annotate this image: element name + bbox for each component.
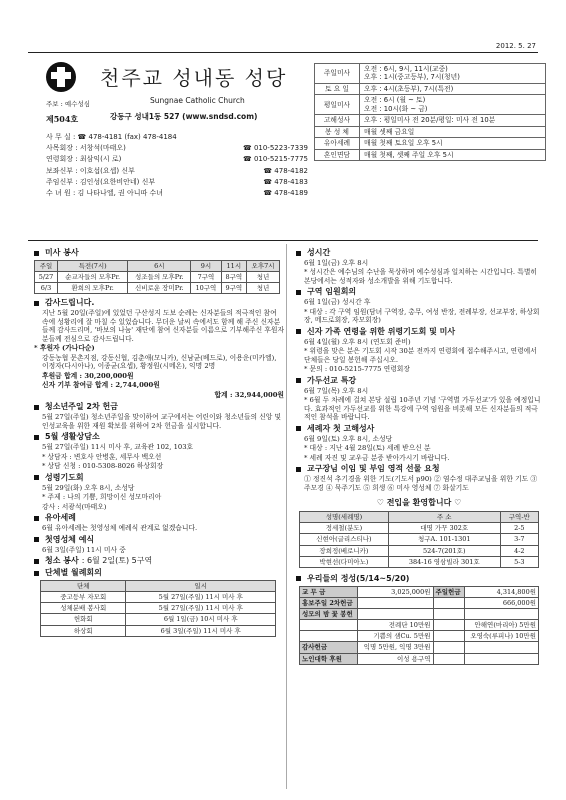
section-first-communion: 첫영성체 예식 (34, 535, 284, 545)
bullet-icon (34, 571, 39, 576)
finance-label (300, 631, 358, 642)
table-header-row (35, 261, 280, 272)
memorial-line: * 위령을 맞은 분은 기도회 시작 30분 전까지 연령회에 접수해주시고, 연령에서 단체들은 당일 봉헌해 주십시오. (304, 347, 537, 364)
table-header-cell: 11시 (221, 261, 246, 272)
contact-label: 사 무 실 : ☎ 478-4181 (fax) 478-4184 (46, 133, 177, 141)
table-cell: 5-3 (500, 556, 538, 567)
table-header-cell: 주일 (35, 261, 58, 272)
table-cell: 성조들의 모후Pr. (128, 272, 191, 283)
contact-label: 주임신부 : 김인성(요한비안네) 신부 (46, 177, 156, 186)
schedule-key: 혼인면담 (315, 149, 360, 160)
contact-row (46, 133, 308, 144)
confession-line: * 세례 자진 및 교우금 분증 받아가시기 바랍니다. (304, 453, 450, 462)
table-header-row (41, 581, 276, 592)
table-cell: 헌화회 (41, 614, 126, 625)
section-group-meeting: 단체별 월례회의 (34, 568, 284, 578)
bullet-icon (34, 301, 39, 306)
finance-label2 (433, 609, 465, 620)
contact-phone: ☎ 478-4183 (263, 177, 308, 186)
finance-label: 노인대학 후원 (300, 653, 358, 664)
contact-phone: ☎ 010-5223-7339 (243, 144, 308, 153)
table-cell: 6월 3일(주일) 11시 미사 후 (126, 625, 276, 636)
bullet-icon (34, 559, 39, 564)
table-cell: 384-16 영삼빌라 301호 (388, 556, 500, 567)
spirit-line: 5월 29일(화) 오후 8시, 소성당 (42, 483, 135, 492)
table-cell: 하상회 (41, 625, 126, 636)
right-column (296, 246, 542, 665)
table-cell: 순교자들의 모후Pr. (58, 272, 128, 283)
table-header-cell: 9시 (191, 261, 221, 272)
church-address: 강동구 성내1동 527 (www.sndsd.com) (110, 112, 258, 121)
finance-value2 (465, 609, 539, 620)
table-cell: 9구역 (221, 283, 246, 294)
schedule-row (315, 149, 546, 160)
schedule-row (315, 64, 546, 84)
schedule-line: 오전 : 6시, 9시, 11시(교중) (364, 65, 448, 73)
page-title: 천주교 성내동 성당 (100, 66, 288, 90)
bishop-line: ① 정진석 추기경을 위한 기도(기도서 p90) ② 염수정 대주교님을 위한 기도 ③ 주모경 ④ 묵주기도 ⑤ 희생 ⑥ 미사 영성체 ⑦ 화살기도 (304, 475, 538, 492)
schedule-line: 오전 : 6시 (월 ~ 토) (364, 96, 426, 105)
table-row (41, 625, 276, 636)
table-row (35, 272, 280, 283)
schedule-key: 주일미사 (315, 64, 360, 84)
table-cell: 2-5 (500, 523, 538, 534)
schedule-row (315, 95, 546, 115)
bullet-icon (296, 251, 301, 256)
finance-label: 감사헌금 (300, 642, 358, 653)
life-line: * 상담자 : 변호사 안병훈, 세무사 백오선 (42, 452, 162, 461)
left-column (34, 246, 284, 637)
section-mission: 가두선교 특강 (296, 376, 542, 386)
finance-value (358, 609, 433, 620)
life-line: * 상담 신청 : 010-5308-8026 하상회장 (42, 462, 164, 471)
infant-line: 6월 유아세례는 첫영성체 예례식 관계로 없겠습니다. (42, 524, 198, 533)
table-cell: 4-2 (500, 545, 538, 556)
youth-body: 5월 27일(주일) 청소년주일을 맞이하여 교구에서는 어린이와 청소년들의 신앙 및 인성교육을 위한 재원 확보를 위하여 2차 헌금을 실시합니다. (42, 413, 282, 430)
schedule-value (360, 95, 546, 115)
schedule-row (315, 83, 546, 94)
finance-label2 (433, 642, 465, 653)
schedule-key: 평일미사 (315, 95, 360, 115)
table-header-cell: 특전(7시) (58, 261, 128, 272)
finance-value: 3,025,000원 (358, 586, 433, 597)
section-district-meeting: 구역 임원회의 (296, 287, 542, 297)
section-divider (28, 240, 538, 241)
table-row (41, 603, 276, 614)
spirit-line: 강사 : 서광석(마태오) (42, 502, 107, 511)
finance-value2: 666,000원 (465, 597, 539, 608)
contact-row (46, 178, 308, 189)
holy-hour-line: 6월 1일(금) 오후 8시 (304, 259, 369, 267)
member-donation: 신자 기부 참여금 합계 : 2,744,000원 (42, 381, 160, 390)
finance-label (300, 620, 358, 631)
bullet-icon (34, 516, 39, 521)
finance-label: 홍보주일 2차헌금 (300, 597, 358, 608)
grand-total: 합계 : 32,944,000원 (214, 390, 284, 399)
contact-phone: ☎ 478-4189 (263, 188, 308, 197)
first-communion-line: 6월 3일(주일) 11시 미사 중 (42, 545, 126, 554)
finance-label2: 주일헌금 (433, 586, 465, 597)
holy-hour-line: * 성시간은 예수님의 수난을 묵상하며 예수성심과 일치하는 시간입니다. 특별히 본당에서는 성적자와 성소개발을 위해 기도합니다. (304, 268, 537, 285)
memorial-line: * 문의 : 010-5215-7775 연령회장 (304, 365, 410, 374)
table-cell: 5월 27일(주일) 11시 미사 후 (126, 592, 276, 603)
life-line: 5월 27일(주일) 11시 미사 후, 교육관 102, 103호 (42, 443, 194, 452)
table-row (300, 534, 539, 545)
welcome-table (299, 511, 539, 568)
contact-row (46, 144, 308, 155)
table-cell: 10구역 (191, 283, 221, 294)
mass-schedule-table (314, 63, 546, 161)
bullet-icon (34, 435, 39, 440)
table-header-row (300, 512, 539, 523)
welcome-title: ♡ 전입을 환영합니다 ♡ (376, 498, 462, 508)
finance-label2 (433, 653, 465, 664)
donation-total: 후원금 합계 : 30,200,000원 (42, 371, 134, 380)
section-bishop: 교구장님 이임 및 부임 영적 선물 요청 (296, 464, 542, 474)
table-header-cell: 일시 (126, 581, 276, 592)
finance-value: 기쁨의 샘Cu. 5만원 (358, 631, 433, 642)
mass-service-table (34, 260, 280, 294)
table-cell: 3-7 (500, 534, 538, 545)
district-line: * 대상 : 각 구역 임원(담녀 구역장, 총무, 여성 반장, 전례부장, 선교부장, 하상회장, 메드로회장, 자모회장) (304, 307, 540, 325)
finance-row (300, 597, 539, 608)
section-thanks: 감사드립니다. (34, 298, 284, 308)
section-cleaning: 청소 봉사 : 6월 2일(토) 5구역 (34, 556, 284, 566)
district-line: 6월 1일(금) 성시간 후 (304, 298, 371, 307)
schedule-line: 매월 첫째, 셋째 주일 오후 5시 (364, 150, 454, 159)
finance-row (300, 586, 539, 597)
contact-list (46, 133, 308, 200)
bullet-icon (296, 378, 301, 383)
table-cell: 8구역 (221, 272, 246, 283)
finance-value: 익명 5만원, 익명 3만원 (358, 642, 433, 653)
table-cell: 신현아(글리스티나) (300, 534, 389, 545)
schedule-line: 매월 첫째 토요일 오후 5시 (364, 139, 443, 148)
contact-label: 사목회장 : 서창석(마태오) (46, 144, 126, 153)
section-confession: 세례자 첫 고해성사 (296, 424, 542, 434)
schedule-value (360, 115, 546, 126)
finance-row (300, 642, 539, 653)
section-holy-hour: 성시간 (296, 248, 542, 258)
thanks-body: 지난 5월 20일(주일)에 있었던 구산성지 도보 순례는 신자분들의 적극적인 참여 속에 성황리에 잘 마칠 수 있었습니다. 무더운 날씨 속에서도 함께 해 주신 신자분들께 감사드리며, '바보의 나눔' 재단에 참여 신자분들 이름으로 기부해주신 후원자분들께 전심으로 감사드립니다. (42, 309, 285, 343)
table-cell: 대명 가꾸 302호 (388, 523, 500, 534)
section-youth: 청소년주일 2차 헌금 (34, 402, 284, 412)
contact-label: 보좌신부 : 이호섭(요셉) 신부 (46, 166, 135, 175)
schedule-line: 오전 : 10시(화 ~ 금) (364, 104, 428, 113)
table-row (35, 283, 280, 294)
issue-number: 제504호 (46, 114, 79, 124)
table-header-cell: 주 소 (388, 512, 500, 523)
confession-line: * 대상 : 지난 4월 28일(토) 세례 받으신 분 (304, 444, 431, 453)
bullet-icon (34, 475, 39, 480)
section-finance: 우리들의 정성(5/14~5/20) (296, 574, 542, 584)
confession-line: 6월 9일(토) 오후 8시, 소성당 (304, 434, 393, 443)
schedule-key: 고해성사 (315, 115, 360, 126)
contact-label: 연령회장 : 최삼익(시 로) (46, 155, 122, 164)
table-cell: 박현선(다미아노) (300, 556, 389, 567)
schedule-line: 오후 : 1시(중고등부), 7시(청년) (364, 73, 460, 82)
group-meeting-table (40, 580, 276, 637)
mission-line: 6월 7일(목) 오후 8시 (304, 386, 369, 395)
table-header-cell: 오후7시 (247, 261, 280, 272)
finance-value2: 안해연(마리아) 5만원 (465, 620, 539, 631)
table-cell: 7구역 (191, 272, 221, 283)
schedule-line: 오후 : 평일미사 전 20분/평일: 미사 전 10분 (364, 116, 496, 125)
table-row (41, 592, 276, 603)
schedule-row (315, 115, 546, 126)
table-cell: 6월 1일(금) 10시 미사 후 (126, 614, 276, 625)
section-life: 5월 생활상담소 (34, 432, 284, 442)
finance-label: 교 무 금 (300, 586, 358, 597)
bullet-icon (296, 576, 301, 581)
cross-bar (51, 72, 71, 79)
bullet-icon (34, 251, 39, 256)
bullet-icon (296, 426, 301, 431)
page-subtitle: Sungnae Catholic Church (150, 96, 245, 105)
patron: 주보 : 예수성심 (46, 100, 90, 108)
schedule-value (360, 83, 546, 94)
contact-phone: ☎ 010-5215-7775 (243, 155, 308, 164)
sponsor-list: 강동농협 문촌지점, 강동신협, 김춘애(모니카), 신남균(베드로), 이용운(미카엘), 이정자(다시아나), 이종균(요셉), 황정원(시메온), 익명 2명 (42, 353, 277, 371)
schedule-value (360, 64, 546, 84)
contact-phone: ☎ 478-4182 (263, 166, 308, 175)
mission-line: * 6월 두 차례에 걸쳐 본당 설립 10주년 기념 '구역별 가두선교'가 있을 예정입니다. 효과적인 가두선교를 위한 특강에 구역 임원을 비롯해 모든 신자분들의 적극적인 참석을 바랍니다. (304, 396, 541, 422)
schedule-key: 봉 성 체 (315, 126, 360, 137)
table-cell: 청년 (247, 283, 280, 294)
table-cell: 신비로운 장미Pr. (128, 283, 191, 294)
bullet-icon (296, 329, 301, 334)
contact-label: 수 녀 원 : 김 나타나엘, 권 아니따 수녀 (46, 188, 164, 197)
table-cell: 청구A. 101-1301 (388, 534, 500, 545)
schedule-value (360, 126, 546, 137)
finance-label2 (433, 631, 465, 642)
finance-value2 (465, 642, 539, 653)
spirit-line: * 주제 : 나의 기쁨, 희망이신 성모마리아 (42, 493, 162, 502)
finance-label2 (433, 620, 465, 631)
bullet-icon (296, 467, 301, 472)
finance-row (300, 631, 539, 642)
table-cell: 장희정(베로니카) (300, 545, 389, 556)
table-header-cell: 단체 (41, 581, 126, 592)
table-cell: 환희의 모후Pr. (58, 283, 128, 294)
table-row (300, 556, 539, 567)
finance-value: 이성 용구역 (358, 653, 433, 664)
header-divider (28, 52, 538, 53)
table-cell: 524-7(201호) (388, 545, 500, 556)
schedule-row (315, 138, 546, 149)
bullet-icon (296, 290, 301, 295)
table-cell: 5월 27일(주일) 11시 미사 후 (126, 603, 276, 614)
table-cell: 5/27 (35, 272, 58, 283)
table-cell: 청년 (247, 272, 280, 283)
finance-value2: 4,314,800원 (465, 586, 539, 597)
table-row (41, 614, 276, 625)
table-header-cell: 구역-반 (500, 512, 538, 523)
table-cell: 6/3 (35, 283, 58, 294)
finance-table (299, 586, 539, 665)
section-memorial: 신자 가족 연령을 위한 위령기도회 및 미사 (296, 327, 542, 337)
schedule-key: 토 요 일 (315, 83, 360, 94)
table-row (300, 545, 539, 556)
table-cell: 중고등부 자모회 (41, 592, 126, 603)
section-mass-service: 미사 봉사 (34, 248, 284, 258)
schedule-key: 유아세례 (315, 138, 360, 149)
schedule-value (360, 149, 546, 160)
sponsor-title: * 후원자 (가나다순) (34, 344, 95, 353)
schedule-row (315, 126, 546, 137)
finance-label: 성모의 밤 꽃 봉헌 (300, 609, 358, 620)
issue-date: 2012. 5. 27 (495, 42, 536, 50)
table-cell: 성체분배 봉사회 (41, 603, 126, 614)
schedule-line: 오후 : 4시(초등부), 7시(특전) (364, 84, 454, 93)
finance-row (300, 609, 539, 620)
finance-value: 전례단 10만원 (358, 620, 433, 631)
section-infant: 유아세례 (34, 513, 284, 523)
table-header-cell: 성명(세례명) (300, 512, 389, 523)
memorial-line: 6월 4일(월) 오후 8시 (연도회 준비) (304, 337, 411, 346)
contact-row (46, 189, 308, 200)
table-row (300, 523, 539, 534)
finance-value (358, 597, 433, 608)
contact-row (46, 167, 308, 178)
finance-row (300, 620, 539, 631)
bullet-icon (34, 537, 39, 542)
finance-label2 (433, 597, 465, 608)
finance-row (300, 653, 539, 664)
section-spirit: 성령기도회 (34, 473, 284, 483)
column-divider (286, 244, 287, 789)
contact-row (46, 155, 308, 166)
finance-value2: 오영숙(루피나) 10만원 (465, 631, 539, 642)
schedule-value (360, 138, 546, 149)
schedule-line: 매월 셋째 금요일 (364, 127, 415, 136)
table-cell: 정세철(분도) (300, 523, 389, 534)
finance-value2 (465, 653, 539, 664)
bullet-icon (34, 405, 39, 410)
table-header-cell: 6시 (128, 261, 191, 272)
